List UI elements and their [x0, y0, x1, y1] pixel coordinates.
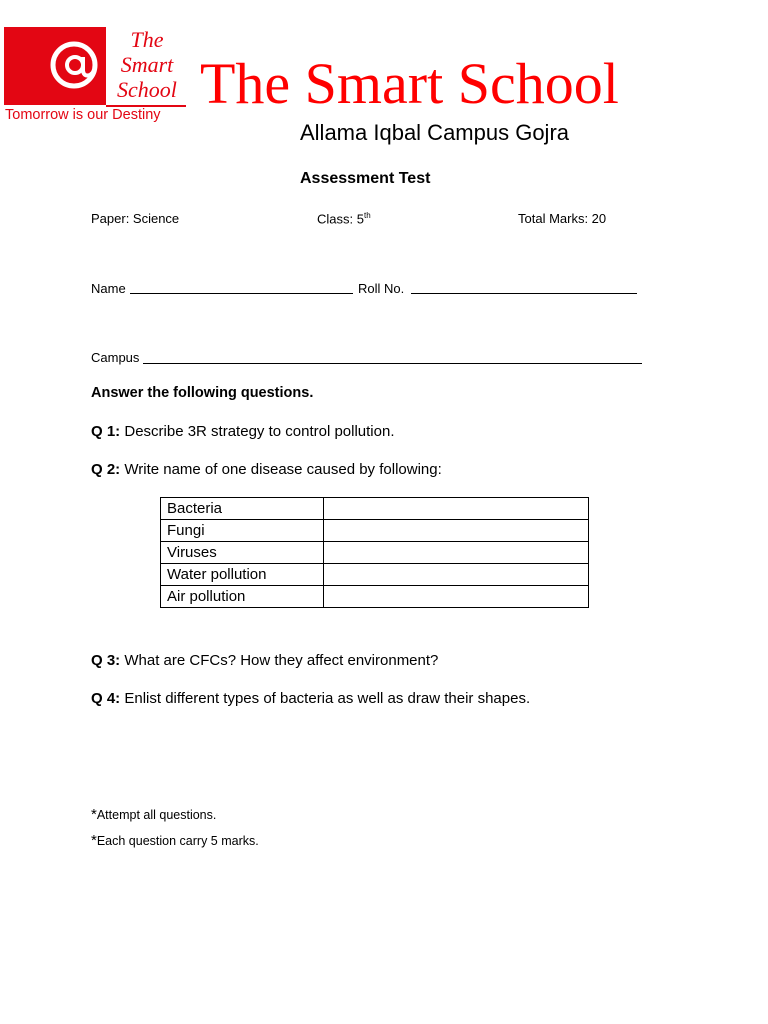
logo-script-line2: Smart: [120, 52, 174, 77]
campus-title: Allama Iqbal Campus Gojra: [300, 120, 570, 145]
table-row: [161, 564, 589, 586]
question-text: Describe 3R strategy to control pollution.: [120, 423, 395, 440]
table-row: [161, 520, 589, 542]
disease-answer-cell[interactable]: [324, 498, 589, 520]
question-2: [91, 461, 442, 478]
table-row: [161, 498, 589, 520]
instructions-heading: Answer the following questions.: [91, 385, 314, 401]
campus-label: Campus: [91, 350, 140, 365]
class-text: Class: 5: [317, 211, 364, 227]
test-title: Assessment Test: [300, 170, 431, 187]
note-marks: [91, 832, 259, 849]
logo-script-text: [107, 27, 187, 102]
logo-script-line1: The: [130, 27, 164, 52]
note-text: Each question carry 5 marks.: [96, 834, 259, 848]
class-label: [317, 211, 371, 226]
table-row: [161, 586, 589, 608]
school-name: The Smart School: [200, 51, 619, 116]
disease-answer-cell[interactable]: [324, 542, 589, 564]
question-4: [91, 690, 530, 707]
disease-answer-cell[interactable]: [324, 564, 589, 586]
question-number: Q 3:: [91, 652, 121, 669]
table-row: [161, 542, 589, 564]
cause-cell: Bacteria: [161, 498, 324, 520]
cause-cell: Fungi: [161, 520, 324, 542]
note-text: Attempt all questions.: [96, 808, 217, 822]
logo-script-line3: School: [117, 77, 177, 102]
asterisk: *: [91, 832, 97, 849]
question-text: Write name of one disease caused by following:: [120, 461, 442, 478]
question-number: Q 2:: [91, 461, 121, 478]
roll-no-field[interactable]: [411, 293, 637, 294]
disease-answer-cell[interactable]: [324, 520, 589, 542]
question-text: Enlist different types of bacteria as well as draw their shapes.: [120, 690, 531, 707]
name-field[interactable]: [130, 293, 353, 294]
school-logo: [4, 27, 186, 123]
logo-tagline: Tomorrow is our Destiny: [5, 107, 161, 123]
name-label: Name: [91, 281, 126, 296]
question-3: [91, 652, 438, 669]
at-sign-icon: [48, 31, 108, 101]
total-marks-label: Total Marks: 20: [518, 211, 607, 226]
roll-no-label: Roll No.: [358, 281, 405, 296]
campus-field[interactable]: [143, 363, 642, 364]
question-number: Q 4:: [91, 690, 121, 707]
class-superscript: th: [363, 211, 371, 220]
note-attempt-all: [91, 806, 216, 823]
disease-answer-cell[interactable]: [324, 586, 589, 608]
question-1: [91, 423, 395, 440]
cause-cell: Air pollution: [161, 586, 324, 608]
asterisk: *: [91, 806, 97, 823]
paper-label: Paper: Science: [91, 211, 180, 226]
cause-cell: Water pollution: [161, 564, 324, 586]
cause-cell: Viruses: [161, 542, 324, 564]
disease-table: [160, 497, 589, 608]
question-text: What are CFCs? How they affect environment?: [120, 652, 439, 669]
question-number: Q 1:: [91, 423, 121, 440]
